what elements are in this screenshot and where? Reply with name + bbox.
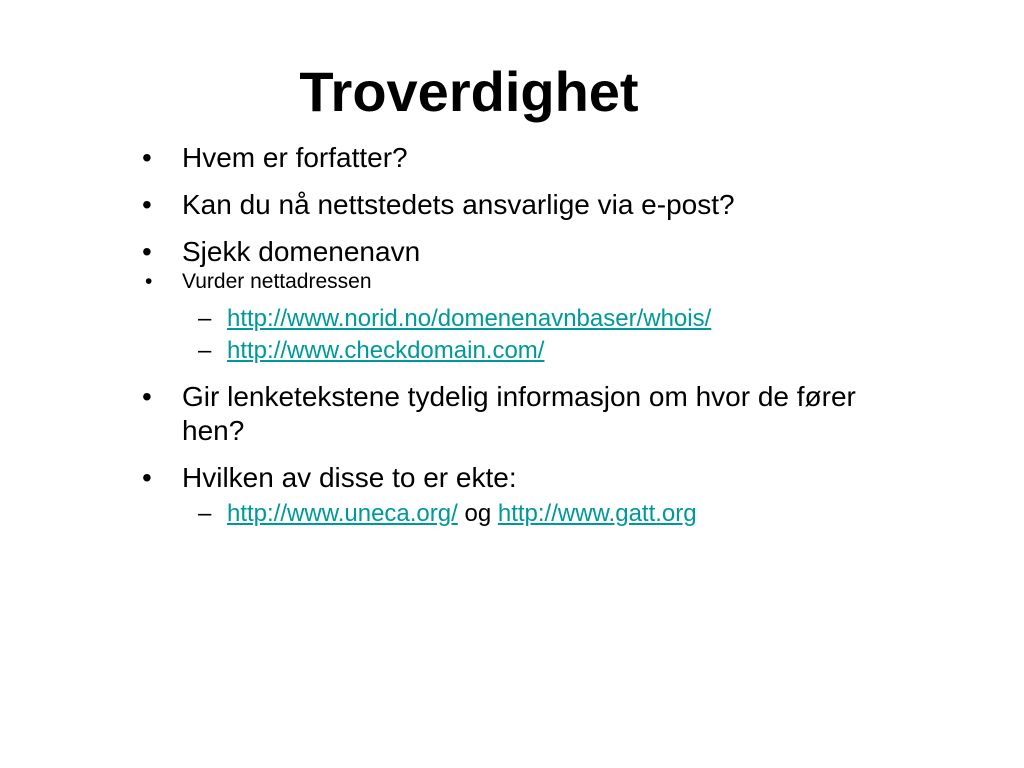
bullet-text: Kan du nå nettstedets ansvarlige via e-post? — [182, 189, 735, 220]
bullet-text: Hvem er forfatter? — [182, 142, 408, 173]
bullet-marker: • — [142, 462, 152, 493]
sub-bullet-marker: – — [198, 305, 212, 332]
bullet-text: Sjekk domenenavn — [182, 236, 421, 267]
gatt-link[interactable]: http://www.gatt.org — [497, 500, 697, 527]
bullet-item — [140, 461, 900, 495]
sub-bullet-marker: – — [198, 500, 212, 527]
bullet-marker: • — [145, 270, 153, 293]
bullet-marker: • — [142, 381, 152, 412]
bullet-marker: • — [142, 142, 152, 173]
norid-link[interactable]: http://www.norid.no/domenenavnbaser/whois/ — [227, 305, 712, 332]
bullet-item — [140, 270, 900, 294]
bullet-text: Gir lenketekstene tydelig informasjon om hvor de fører hen? — [182, 381, 856, 446]
sub-bullet-item — [140, 499, 900, 529]
sub-bullet-item — [140, 336, 900, 366]
bullet-marker: • — [142, 236, 152, 267]
og-text: og — [464, 500, 492, 527]
sub-bullet-item — [140, 304, 900, 334]
bullet-item — [140, 235, 900, 269]
sub-bullet-marker: – — [198, 337, 212, 364]
bullet-text: Hvilken av disse to er ekte: — [182, 462, 517, 493]
slide-title: Troverdighet — [299, 60, 639, 123]
bullet-list — [140, 141, 900, 531]
checkdomain-link[interactable]: http://www.checkdomain.com/ — [227, 337, 545, 364]
bullet-marker: • — [142, 189, 152, 220]
bullet-item — [140, 380, 900, 448]
bullet-text: Vurder nettadressen — [182, 270, 372, 293]
bullet-item — [140, 188, 900, 222]
uneca-link[interactable]: http://www.uneca.org/ — [227, 500, 458, 527]
bullet-item — [140, 141, 900, 175]
